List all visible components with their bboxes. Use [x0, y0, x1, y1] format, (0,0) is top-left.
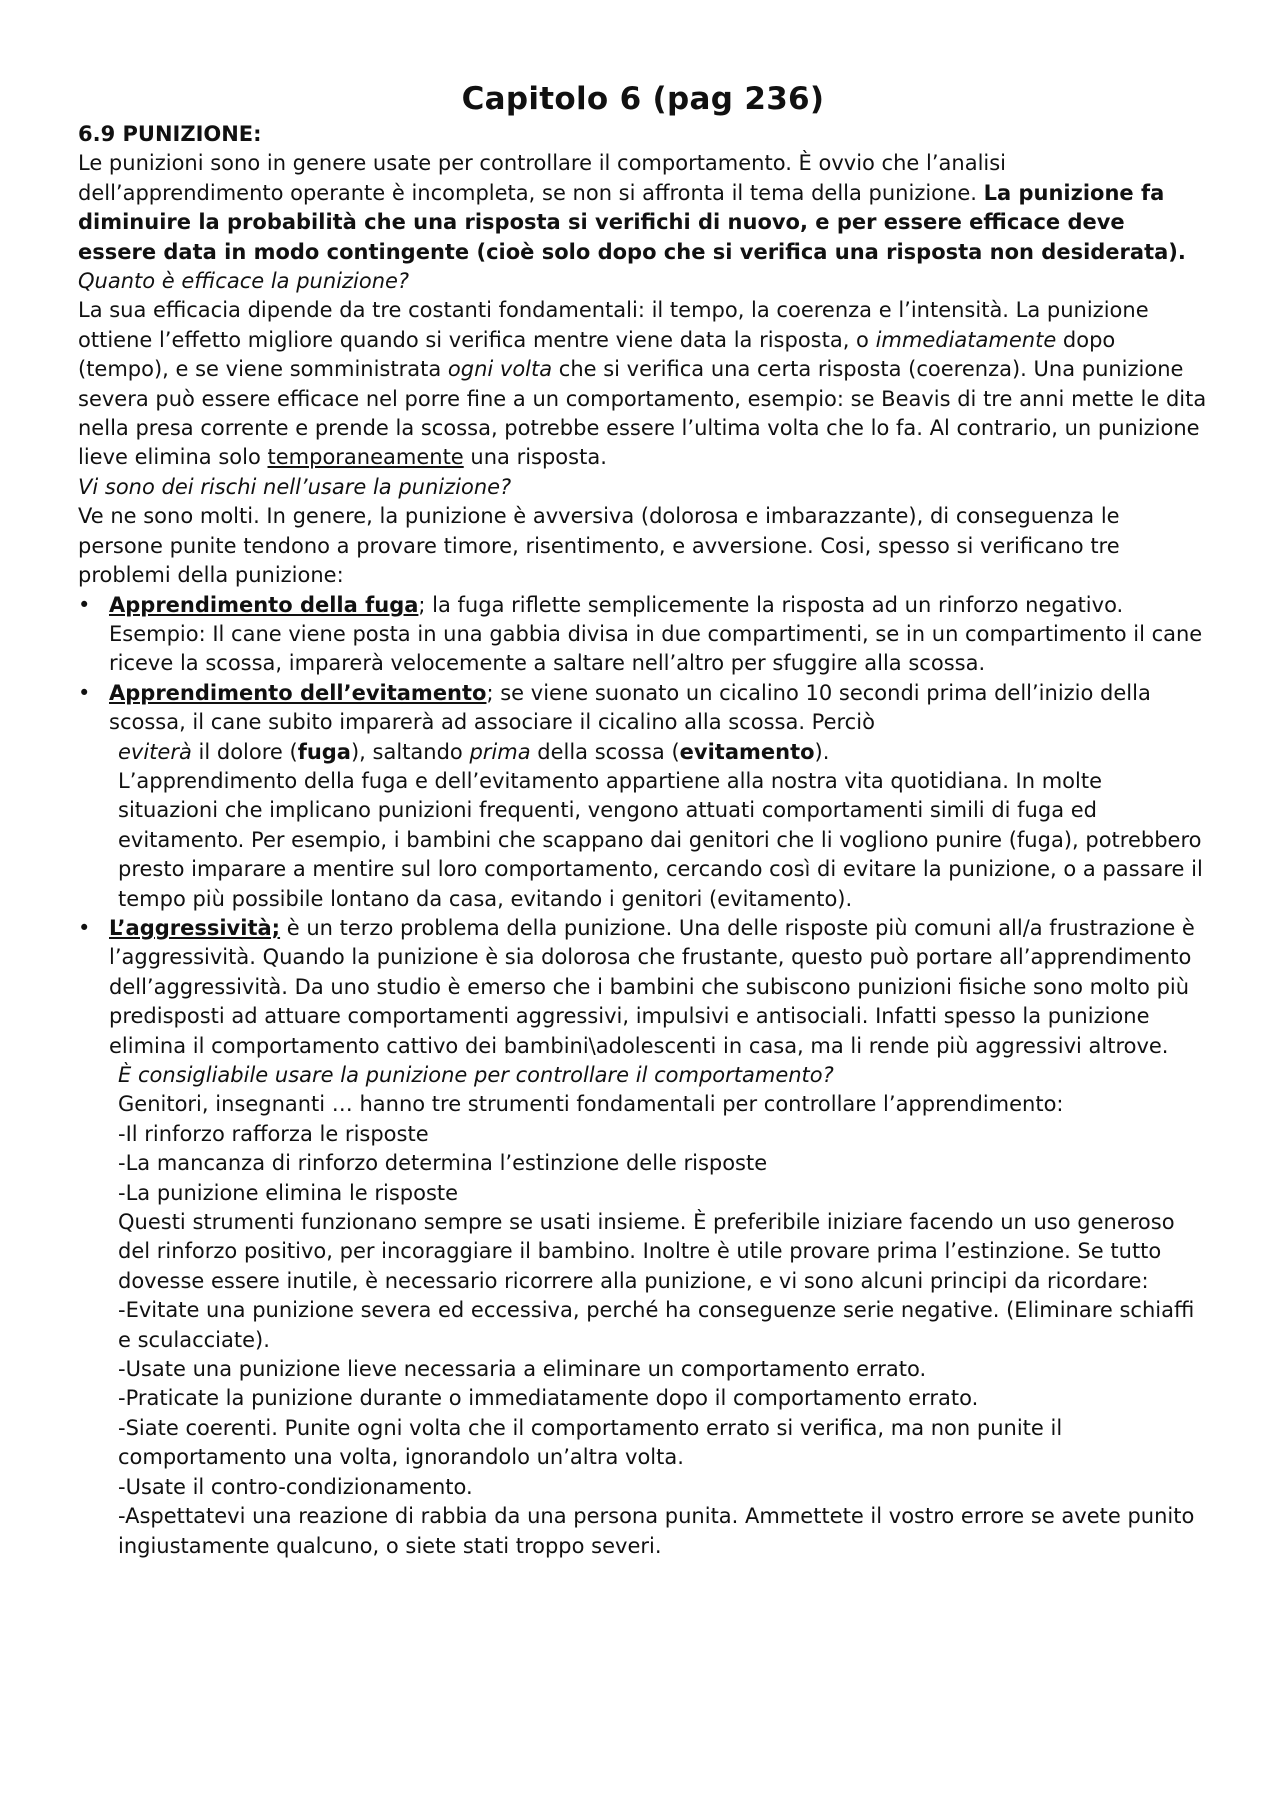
tool-item: -La punizione elimina le risposte	[118, 1180, 459, 1205]
question-risks: Vi sono dei rischi nell’usare la punizione?	[78, 474, 512, 499]
efficacy-text-4: una risposta.	[463, 445, 607, 470]
aggression-label: L’aggressività;	[109, 915, 281, 940]
efficacy-text-2: dopo (tempo), e se viene somministrata	[78, 327, 1116, 382]
list-item-aggression	[78, 914, 1208, 1561]
list-item-escape	[78, 591, 1208, 679]
principle-item: -Usate il contro-condizionamento.	[118, 1474, 473, 1499]
tool-item: -Il rinforzo rafforza le risposte	[118, 1121, 429, 1146]
document-page	[78, 78, 1208, 1561]
principles-intro: Questi strumenti funzionano sempre se usati insieme. È preferibile iniziare facendo un uso generoso del rinforzo positivo, per incoraggiare il bambino. Inoltre è utile provare prima l’estinzione. Se tutto dovesse essere inutile, è necessario ricorrere alla punizione, e vi sono alcuni principi da ricordare:	[118, 1210, 1175, 1293]
efficacy-underlined-temporarily: temporaneamente	[267, 445, 464, 470]
principle-item: -Siate coerenti. Punite ogni volta che il comportamento errato si verifica, ma non punite il comportamento una volta, ignorandolo un’altra volta.	[118, 1415, 1063, 1470]
avoidance-em-before: prima	[469, 739, 531, 764]
section-heading: 6.9 PUNIZIONE:	[78, 122, 262, 146]
avoidance-text-1: ; se viene suonato un cicalino 10 secondi prima dell’inizio della scossa, il cane subito imparerà ad associare il cicalino alla scossa. Perciò	[109, 680, 1151, 735]
avoidance-bold-avoidance: evitamento	[679, 739, 815, 764]
page-title: Capitolo 6 (pag 236)	[461, 81, 825, 117]
avoidance-text-3: ), saltando	[350, 739, 470, 764]
avoidance-paragraph-2: L’apprendimento della fuga e dell’evitamento appartiene alla nostra vita quotidiana. In molte situazioni che implicano punizioni frequenti, vengono attuati comportamenti simili di fuga ed evitamento. Per esempio, i bambini che scappano dai genitori che li vogliono punire (fuga), potrebbero presto imparare a mentire sul loro comportamento, cercando così di evitare la punizione, o a passare il tempo più possibile lontano da casa, evitando i genitori (evitamento).	[118, 768, 1203, 911]
avoidance-bold-escape: fuga	[297, 739, 351, 764]
avoidance-label: Apprendimento dell’evitamento	[109, 680, 487, 705]
principle-item: -Evitate una punizione severa ed eccessiva, perché ha conseguenze serie negative. (Eliminare schiaffi e sculacciate).	[118, 1298, 1195, 1352]
aggression-text: è un terzo problema della punizione. Una delle risposte più comuni all/a frustrazione è l’aggressività. Quando la punizione è sia dolorosa che frustante, questo può portare all’apprendimento dell’aggressività. Da uno studio è emerso che i bambini che subiscono punizioni fisiche sono molto più predisposti ad attuare comportamenti aggressivi, impulsivi e antisociali. Infatti spesso la punizione elimina il comportamento cattivo dei bambini\adolescenti in casa, ma li rende più aggressivi altrove.	[109, 915, 1195, 1058]
question-advisable: È consigliabile usare la punizione per controllare il comportamento?	[118, 1063, 834, 1087]
principle-item: -Aspettatevi una reazione di rabbia da una persona punita. Ammettete il vostro errore se avete punito ingiustamente qualcuno, o siete stati troppo severi.	[118, 1504, 1195, 1558]
escape-label: Apprendimento della fuga	[109, 592, 419, 617]
efficacy-text-1: La sua efficacia dipende da tre costanti fondamentali: il tempo, la coerenza e l’intensità. La punizione ottiene l’effetto migliore quando si verifica mentre viene data la risposta, o	[78, 298, 1149, 352]
principle-item: -Usate una punizione lieve necessaria a eliminare un comportamento errato.	[118, 1357, 927, 1382]
efficacy-em-every-time: ogni volta	[447, 357, 553, 382]
avoidance-text-5: ).	[814, 739, 830, 764]
document-body	[78, 120, 1208, 1561]
list-item-avoidance	[78, 679, 1208, 914]
principle-item: -Praticate la punizione durante o immediatamente dopo il comportamento errato.	[118, 1386, 979, 1411]
escape-text: ; la fuga riflette semplicemente la risposta ad un rinforzo negativo. Esempio: Il cane viene posta in una gabbia divisa in due compartimenti, se in un compartimento il cane riceve la scossa, imparerà velocemente a saltare nell’altro per sfuggire alla scossa.	[109, 592, 1203, 676]
avoidance-text-4: della scossa (	[530, 739, 680, 764]
efficacy-em-immediately: immediatamente	[875, 327, 1057, 352]
efficacy-paragraph	[78, 296, 1208, 472]
intro-paragraph	[78, 149, 1208, 267]
tool-item: -La mancanza di rinforzo determina l’estinzione delle risposte	[118, 1151, 768, 1176]
question-efficacy: Quanto è efficace la punizione?	[78, 269, 410, 294]
intro-text: Le punizioni sono in genere usate per controllare il comportamento. È ovvio che l’analisi dell’apprendimento operante è incompleta, se non si affronta il tema della punizione.	[78, 151, 1007, 205]
avoidance-em-avoid: eviterà	[118, 739, 192, 764]
tools-intro: Genitori, insegnanti … hanno tre strumenti fondamentali per controllare l’apprendimento:	[118, 1092, 1064, 1117]
risks-paragraph: Ve ne sono molti. In genere, la punizione è avversiva (dolorosa e imbarazzante), di conseguenza le persone punite tendono a provare timore, risentimento, e avversione. Cosi, spesso si verificano tre problemi della punizione:	[78, 504, 1120, 588]
avoidance-text-2: il dolore (	[191, 739, 298, 764]
problems-list	[78, 591, 1208, 1561]
efficacy-text-3: che si verifica una certa risposta (coerenza). Una punizione severa può essere efficace nel porre fine a un comportamento, esempio: se Beavis di tre anni mette le dita nella presa corrente e prende la scossa, potrebbe essere l’ultima volta che lo fa. Al contrario, un punizione lieve elimina solo	[78, 357, 1207, 470]
intro-bold-text: La punizione fa diminuire la probabilità che una risposta si verifichi di nuovo, e per essere efficace deve essere data in modo contingente (cioè solo dopo che si verifica una risposta non desiderata).	[78, 180, 1186, 264]
